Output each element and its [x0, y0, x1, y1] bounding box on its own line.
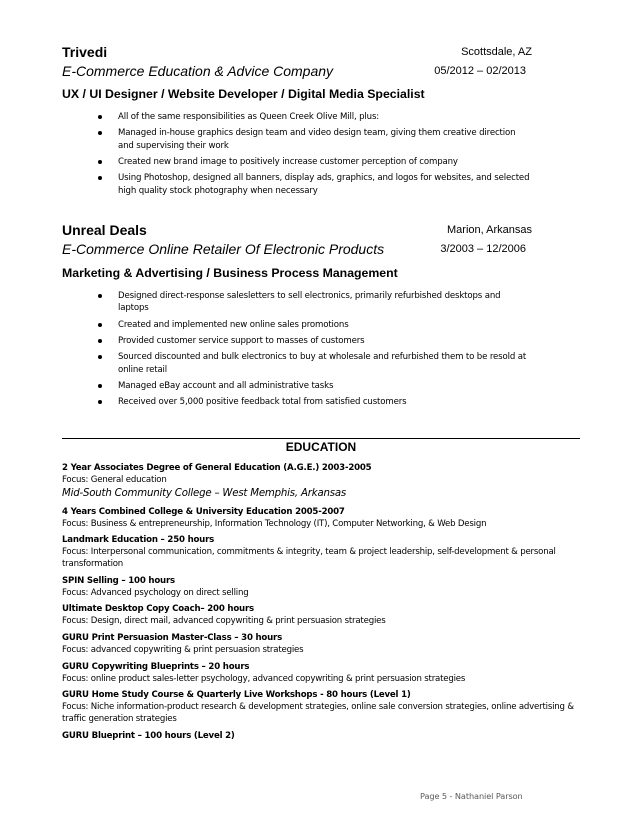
- education-school: Mid-South Community College – West Memphis, Arkansas: [62, 488, 347, 499]
- job-unreal-deals: [62, 222, 532, 413]
- company-description: E-Commerce Online Retailer Of Electronic Products: [62, 241, 385, 257]
- job-trivedi: [62, 44, 532, 201]
- list-item: Received over 5,000 positive feedback total from satisfied customers: [62, 396, 532, 408]
- education-entry: [62, 689, 582, 725]
- list-item: Managed eBay account and all administrative tasks: [62, 380, 532, 392]
- job-role: UX / UI Designer / Website Developer / Digital Media Specialist: [62, 87, 425, 101]
- bullet-icon: [98, 131, 102, 135]
- bullet-icon: [98, 355, 102, 359]
- company-name: Trivedi: [62, 44, 108, 60]
- education-focus: Focus: Interpersonal communication, commitments & integrity, team & project leadership, self-development & personal transformation: [62, 547, 556, 570]
- education-title: GURU Home Study Course & Quarterly Live Workshops - 80 hours (Level 1): [62, 690, 411, 701]
- list-item: Provided customer service support to masses of customers: [62, 335, 532, 347]
- education-entry: [62, 462, 582, 501]
- list-item: Managed in-house graphics design team and video design team, giving them creative direction and supervising their work: [62, 127, 532, 151]
- responsibility-list: [62, 111, 532, 197]
- education-title: SPIN Selling – 100 hours: [62, 575, 175, 586]
- bullet-icon: [98, 294, 102, 298]
- bullet-icon: [98, 176, 102, 180]
- education-entry: [62, 575, 582, 599]
- education-focus: Focus: advanced copywriting & print persuasion strategies: [62, 644, 304, 655]
- education-list: [62, 462, 582, 746]
- education-title: Landmark Education – 250 hours: [62, 535, 215, 546]
- education-entry: [62, 603, 582, 627]
- list-item: Using Photoshop, designed all banners, display ads, graphics, and logos for websites, and selected high quality stock photography when necessary: [62, 172, 532, 196]
- job-role: Marketing & Advertising / Business Process Management: [62, 266, 398, 280]
- education-focus: Focus: Niche information-product research & development strategies, online sale conversion strategies, online advertising & traffic generation strategies: [62, 702, 574, 725]
- list-item: Created and implemented new online sales promotions: [62, 319, 532, 331]
- education-title: 4 Years Combined College & University Education 2005-2007: [62, 506, 345, 517]
- list-item: Sourced discounted and bulk electronics to buy at wholesale and refurbished them to be resold at online retail: [62, 351, 532, 375]
- company-name: Unreal Deals: [62, 222, 147, 238]
- company-description: E-Commerce Education & Advice Company: [62, 63, 334, 79]
- education-entry: [62, 661, 582, 685]
- education-title: 2 Year Associates Degree of General Education (A.G.E.) 2003-2005: [62, 463, 372, 473]
- education-focus: Focus: Advanced psychology on direct selling: [62, 587, 249, 598]
- education-heading: EDUCATION: [285, 440, 357, 454]
- list-item: All of the same responsibilities as Queen Creek Olive Mill, plus:: [62, 111, 532, 123]
- list-item: Created new brand image to positively increase customer perception of company: [62, 156, 532, 168]
- education-entry: [62, 730, 582, 742]
- bullet-icon: [98, 384, 102, 388]
- bullet-icon: [98, 323, 102, 327]
- education-entry: [62, 534, 582, 570]
- bullet-icon: [98, 339, 102, 343]
- list-item: Designed direct-response salesletters to sell electronics, primarily refurbished desktops and laptops: [62, 290, 532, 314]
- responsibility-list: [62, 290, 532, 409]
- education-entry: [62, 506, 582, 530]
- job-location: Scottsdale, AZ: [461, 46, 532, 58]
- education-focus: Focus: General education: [62, 475, 167, 485]
- bullet-icon: [98, 115, 102, 119]
- education-title: GURU Copywriting Blueprints – 20 hours: [62, 661, 250, 672]
- education-focus: Focus: Design, direct mail, advanced copywriting & print persuasion strategies: [62, 616, 386, 627]
- education-focus: Focus: online product sales-letter psychology, advanced copywriting & print persuasion strategies: [62, 673, 466, 684]
- job-dates: 3/2003 – 12/2006: [440, 243, 526, 255]
- bullet-icon: [98, 400, 102, 404]
- page-footer: Page 5 - Nathaniel Parson: [420, 791, 523, 801]
- section-divider: [62, 438, 580, 439]
- job-dates: 05/2012 – 02/2013: [434, 65, 526, 77]
- education-title: GURU Print Persuasion Master-Class – 30 hours: [62, 632, 283, 643]
- education-focus: Focus: Business & entrepreneurship, Information Technology (IT), Computer Networking, & Web Design: [62, 518, 487, 529]
- bullet-icon: [98, 160, 102, 164]
- education-title: GURU Blueprint – 100 hours (Level 2): [62, 730, 235, 741]
- job-location: Marion, Arkansas: [447, 224, 532, 236]
- education-title: Ultimate Desktop Copy Coach– 200 hours: [62, 604, 254, 615]
- education-entry: [62, 632, 582, 656]
